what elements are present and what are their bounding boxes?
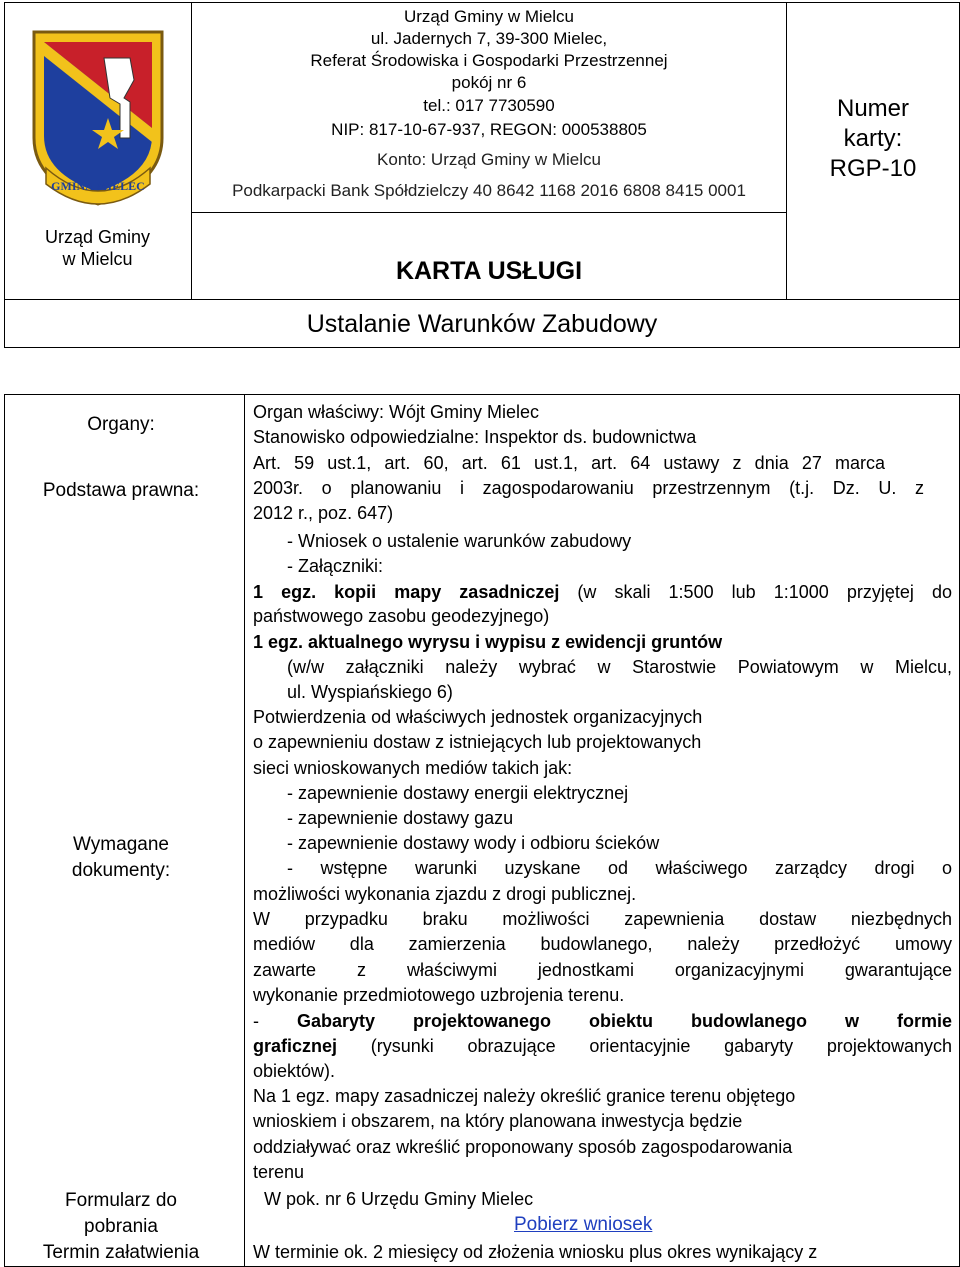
label-formularz: [4, 1188, 238, 1240]
gabaryty-bold-2: graficznej: [253, 1036, 338, 1056]
address-line-5: tel.: 017 7730590: [423, 96, 555, 115]
map-line-4: terenu: [253, 1162, 305, 1182]
office-name-line-1: Urząd Gminy: [44, 227, 151, 247]
card-number-line-2: karty:: [843, 125, 903, 152]
confirm-item-water: - zapewnienie dostawy wody i odbioru ścieków: [287, 833, 660, 853]
account-line-1: Konto: Urząd Gminy w Mielcu: [377, 150, 601, 169]
attachment-2-bold: aktualnego wyrysu i wypisu z ewidencji gruntów: [308, 632, 723, 652]
office-name: [4, 226, 191, 270]
road-line-1: - wstępne warunki uzyskane od właściwego zarządcy drogi o: [287, 858, 952, 878]
header-divider-bottom: [4, 299, 960, 300]
address-line-6: NIP: 817-10-67-937, REGON: 000538805: [331, 120, 647, 139]
label-organy: Organy:: [87, 414, 155, 435]
label-podstawa-prawna: Podstawa prawna:: [42, 480, 200, 501]
attachment-1-rest: (w skali 1:500 lub 1:1000 przyjętej do: [577, 582, 952, 602]
lack-line-1: W przypadku braku możliwości zapewnienia dostaw niezbędnych: [253, 909, 952, 929]
legal-line-1: Art. 59 ust.1, art. 60, art. 61 ust.1, art. 64 ustawy z dnia 27 marca: [253, 453, 885, 473]
card-number: [787, 94, 959, 184]
crest-text: GMINA MIELEC: [51, 179, 145, 193]
map-line-1: Na 1 egz. mapy zasadniczej należy określić granice terenu objętego: [253, 1086, 796, 1106]
organ-line-1: Organ właściwy: Wójt Gminy Mielec: [253, 402, 540, 422]
gabaryty-line-1: [253, 1009, 952, 1034]
road-line-2: możliwości wykonania zjazdu z drogi publicznej.: [253, 884, 637, 904]
label-termin: Termin załatwienia: [42, 1242, 200, 1263]
address-line-2: ul. Jadernych 7, 39-300 Mielec,: [370, 29, 608, 48]
confirm-line-2: o zapewnieniu dostaw z istniejących lub projektowanych: [253, 732, 702, 752]
lack-line-4: wykonanie przedmiotowego uzbrojenia terenu.: [253, 985, 625, 1005]
lack-line-3: zawarte z właściwymi jednostkami organizacyjnymi gwarantujące: [253, 960, 952, 980]
doc-item-zalaczniki: - Załączniki:: [287, 556, 384, 576]
lack-line-2: mediów dla zamierzenia budowlanego, należy przedłożyć umowy: [253, 934, 952, 954]
doc-item-wniosek: - Wniosek o ustalenie warunków zabudowy: [287, 531, 632, 551]
attachment-1-line-1: [253, 580, 952, 605]
deadline-text: W terminie ok. 2 miesięcy od złożenia wniosku plus okres wynikający z: [253, 1242, 818, 1262]
gmina-crest-logo: [26, 18, 170, 214]
confirm-item-gas: - zapewnienie dostawy gazu: [287, 808, 514, 828]
attachment-2-line: [253, 630, 722, 655]
attachment-1-line-2: państwowego zasobu geodezyjnego): [253, 606, 550, 626]
label-wymagane-line-2: dokumenty:: [71, 860, 171, 881]
attachment-1-prefix: 1 egz.: [253, 582, 317, 602]
download-form-link[interactable]: Pobierz wniosek: [514, 1214, 653, 1235]
card-number-line-1: Numer: [836, 95, 909, 122]
legal-line-3: 2012 r., poz. 647): [253, 503, 394, 523]
header-divider-middle: [192, 212, 786, 213]
gabaryty-line-3: obiektów).: [253, 1061, 336, 1081]
label-formularz-line-2: pobrania: [84, 1216, 158, 1237]
attachment-note-line-2: ul. Wyspiańskiego 6): [287, 682, 453, 702]
confirm-item-electricity: - zapewnienie dostawy energii elektrycznej: [287, 783, 629, 803]
address-line-1: Urząd Gminy w Mielcu: [403, 7, 575, 26]
attachment-2-prefix: 1 egz.: [253, 632, 304, 652]
gabaryty-bold-1: Gabaryty projektowanego obiektu budowlanego w formie: [297, 1011, 952, 1031]
organ-line-2: Stanowisko odpowiedzialne: Inspektor ds. budownictwa: [253, 427, 697, 447]
gabaryty-dash: -: [253, 1011, 259, 1031]
card-number-line-3: RGP-10: [829, 155, 917, 182]
form-location: W pok. nr 6 Urzędu Gminy Mielec: [264, 1189, 534, 1209]
address-line-3: Referat Środowiska i Gospodarki Przestrzennej: [310, 51, 668, 70]
gabaryty-line-2: [253, 1034, 952, 1059]
attachment-note-line-1: (w/w załączniki należy wybrać w Starostwie Powiatowym w Mielcu,: [287, 657, 952, 677]
gabaryty-rest-2: (rysunki obrazujące orientacyjnie gabaryty projektowanych: [370, 1036, 952, 1056]
legal-line-2: 2003r. o planowaniu i zagospodarowaniu przestrzennym (t.j. Dz. U. z: [253, 478, 924, 498]
map-line-2: wnioskiem i obszarem, na który planowana inwestycja będzie: [253, 1111, 743, 1131]
label-wymagane-dokumenty: [4, 832, 238, 884]
card-title: KARTA USŁUGI: [395, 257, 583, 285]
address-line-4: pokój nr 6: [451, 73, 527, 92]
service-title: Ustalanie Warunków Zabudowy: [306, 310, 658, 338]
map-line-3: oddziaływać oraz wkreślić proponowany sposób zagospodarowania: [253, 1137, 793, 1157]
confirm-line-3: sieci wnioskowanych mediów takich jak:: [253, 758, 573, 778]
label-formularz-line-1: Formularz do: [65, 1190, 177, 1211]
confirm-line-1: Potwierdzenia od właściwych jednostek organizacyjnych: [253, 707, 703, 727]
main-column-divider: [244, 394, 245, 1267]
office-name-line-2: w Mielcu: [62, 249, 133, 269]
label-wymagane-line-1: Wymagane: [73, 834, 169, 855]
attachment-1-bold: kopii mapy zasadniczej: [334, 582, 560, 602]
account-line-2: Podkarpacki Bank Spółdzielczy 40 8642 1168 2016 6808 8415 0001: [232, 181, 746, 200]
